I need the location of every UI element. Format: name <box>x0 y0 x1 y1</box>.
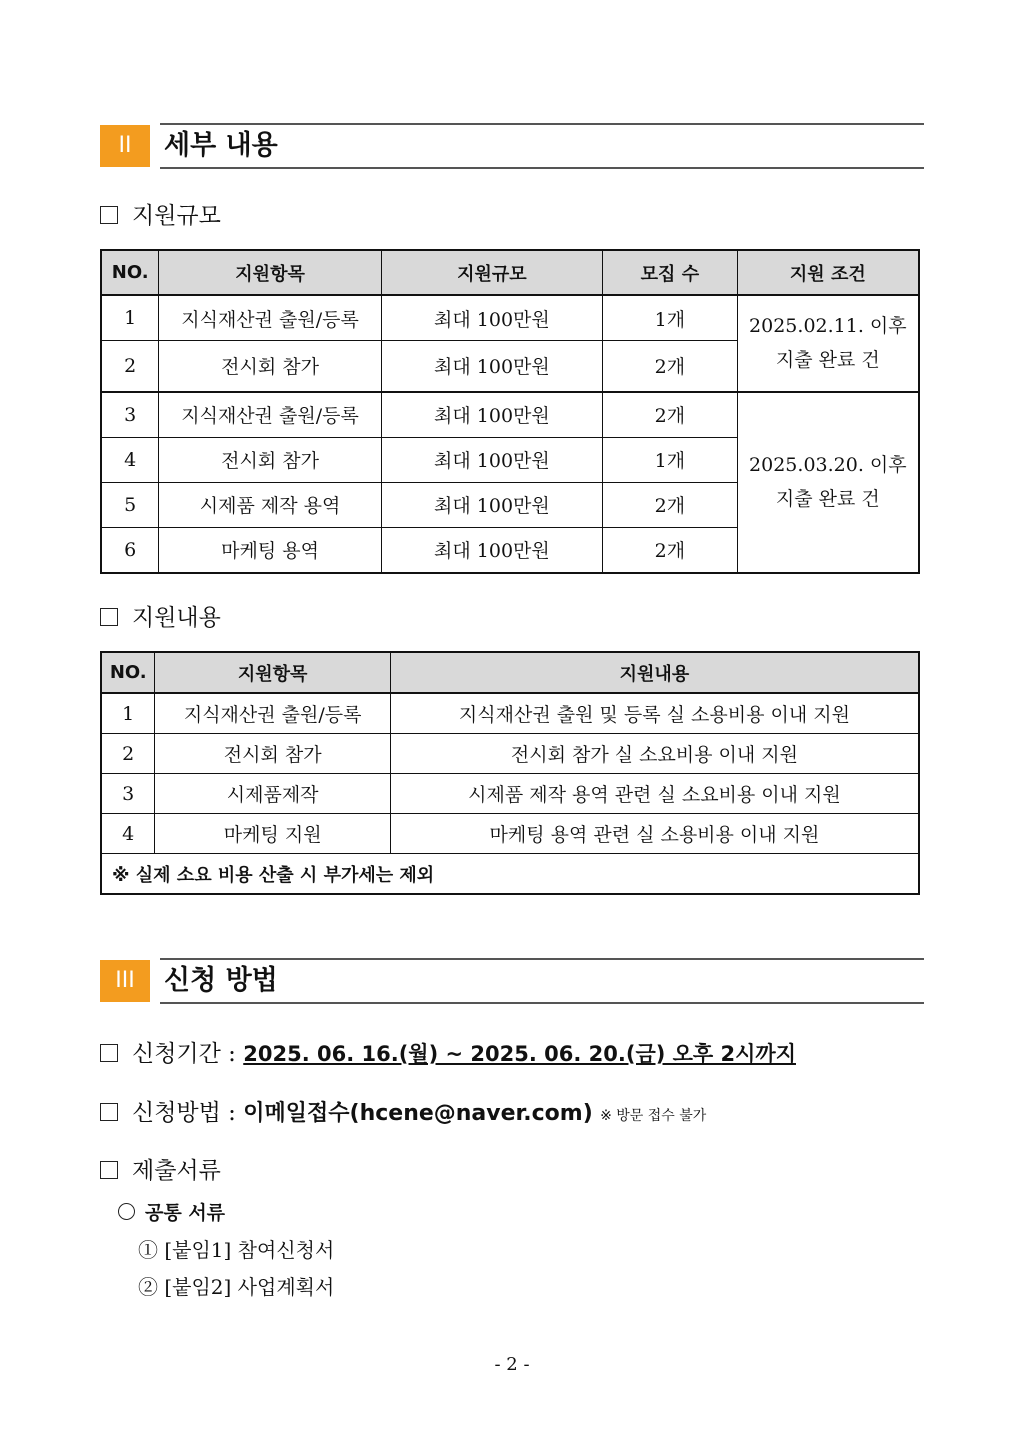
submit-docs-heading: 제출서류 <box>100 1155 221 1187</box>
content-heading: 지원내용 <box>100 603 221 633</box>
support-item: 마케팅 용역 <box>159 527 381 573</box>
divider <box>160 123 924 125</box>
recruit-count: 2개 <box>603 527 738 573</box>
col-header: 모집 수 <box>603 250 738 295</box>
support-item: 지식재산권 출원/등록 <box>159 392 381 438</box>
section-title: 세부 내용 <box>164 130 278 161</box>
support-description: 시제품 제작 용역 관련 실 소요비용 이내 지원 <box>390 774 919 814</box>
apply-method-note: ※ 방문 접수 불가 <box>600 1108 707 1124</box>
support-item: 지식재산권 출원/등록 <box>159 295 381 341</box>
support-description: 전시회 참가 실 소요비용 이내 지원 <box>390 734 919 774</box>
table-header-row <box>101 250 919 295</box>
support-item: 시제품제작 <box>155 774 390 814</box>
circle-bullet-icon <box>118 1203 135 1220</box>
vat-note: ※ 실제 소요 비용 산출 시 부가세는 제외 <box>101 854 919 895</box>
section-title: 신청 방법 <box>164 965 278 996</box>
row-number: 6 <box>101 527 159 573</box>
col-header: 지원규모 <box>381 250 602 295</box>
support-amount: 최대 100만원 <box>381 527 602 573</box>
col-header: 지원내용 <box>390 652 919 693</box>
table-row <box>101 814 919 854</box>
section-2-heading <box>100 123 924 169</box>
support-amount: 최대 100만원 <box>381 341 602 392</box>
divider <box>160 1002 924 1004</box>
checkbox-icon <box>100 1044 118 1062</box>
table-row <box>101 774 919 814</box>
table-header-row <box>101 652 919 693</box>
table-row <box>101 693 919 734</box>
page-number: - 2 - <box>494 1354 530 1375</box>
row-number: 3 <box>101 774 155 814</box>
section-number: II <box>100 125 150 167</box>
row-number: 5 <box>101 482 159 527</box>
recruit-count: 2개 <box>603 341 738 392</box>
row-number: 2 <box>101 341 159 392</box>
apply-period-label: 신청기간 : <box>132 1041 236 1067</box>
scale-heading: 지원규모 <box>100 201 221 231</box>
table-row <box>101 295 919 341</box>
support-item: 시제품 제작 용역 <box>159 482 381 527</box>
support-item: 마케팅 지원 <box>155 814 390 854</box>
apply-period <box>100 1038 796 1070</box>
support-item: 전시회 참가 <box>155 734 390 774</box>
section-3-heading <box>100 958 924 1004</box>
row-number: 1 <box>101 295 159 341</box>
support-amount: 최대 100만원 <box>381 295 602 341</box>
col-header: NO. <box>101 250 159 295</box>
support-item: 전시회 참가 <box>159 437 381 482</box>
col-header: 지원항목 <box>155 652 390 693</box>
row-number: 4 <box>101 814 155 854</box>
support-item: 지식재산권 출원/등록 <box>155 693 390 734</box>
col-header: 지원 조건 <box>737 250 919 295</box>
checkbox-icon <box>100 608 118 626</box>
row-number: 2 <box>101 734 155 774</box>
table-row <box>101 392 919 438</box>
recruit-count: 1개 <box>603 295 738 341</box>
recruit-count: 1개 <box>603 437 738 482</box>
content-table <box>100 651 920 895</box>
divider <box>160 958 924 960</box>
support-item: 전시회 참가 <box>159 341 381 392</box>
apply-method-value: 이메일접수(hcene@naver.com) <box>243 1101 593 1126</box>
checkbox-icon <box>100 206 118 224</box>
support-condition: 2025.03.20. 이후 지출 완료 건 <box>737 392 919 573</box>
divider <box>160 167 924 169</box>
support-condition: 2025.02.11. 이후 지출 완료 건 <box>737 295 919 392</box>
table-note-row <box>101 854 919 895</box>
table-row <box>101 734 919 774</box>
row-number: 3 <box>101 392 159 438</box>
recruit-count: 2개 <box>603 482 738 527</box>
common-docs: 공통 서류 <box>118 1199 225 1227</box>
support-description: 지식재산권 출원 및 등록 실 소용비용 이내 지원 <box>390 693 919 734</box>
apply-method-label: 신청방법 : <box>132 1100 236 1126</box>
section-number: III <box>100 960 150 1002</box>
row-number: 1 <box>101 693 155 734</box>
apply-period-value: 2025. 06. 16.(월) ~ 2025. 06. 20.(금) 오후 2시까지 <box>243 1042 796 1066</box>
doc-item-1: ① [붙임1] 참여신청서 <box>138 1238 335 1262</box>
support-description: 마케팅 용역 관련 실 소용비용 이내 지원 <box>390 814 919 854</box>
support-amount: 최대 100만원 <box>381 437 602 482</box>
support-amount: 최대 100만원 <box>381 392 602 438</box>
recruit-count: 2개 <box>603 392 738 438</box>
row-number: 4 <box>101 437 159 482</box>
col-header: NO. <box>101 652 155 693</box>
checkbox-icon <box>100 1161 118 1179</box>
apply-method <box>100 1097 706 1132</box>
checkbox-icon <box>100 1103 118 1121</box>
col-header: 지원항목 <box>159 250 381 295</box>
support-amount: 최대 100만원 <box>381 482 602 527</box>
scale-table <box>100 249 920 574</box>
doc-item-2: ② [붙임2] 사업계획서 <box>138 1275 335 1299</box>
